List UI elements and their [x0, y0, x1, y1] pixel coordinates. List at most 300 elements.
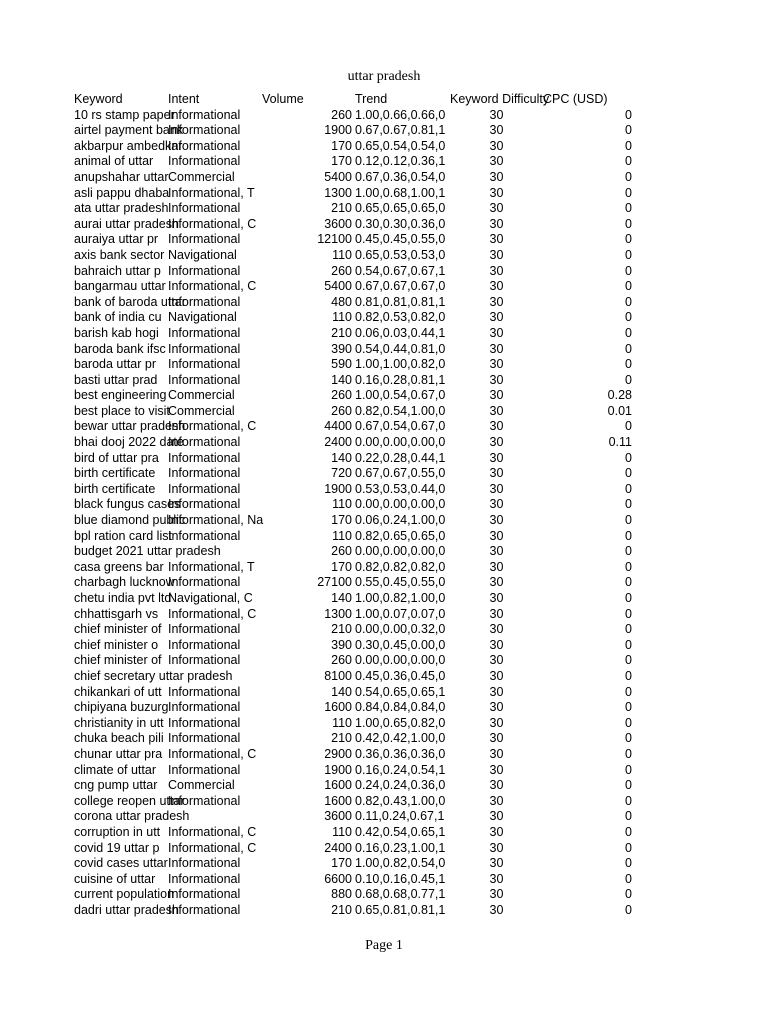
cell-keyword-difficulty: 30 — [489, 653, 504, 668]
cell-cpc: 0 — [625, 700, 632, 715]
cell-volume: 1600 — [324, 778, 352, 793]
cell-keyword: chief minister of — [74, 622, 162, 637]
cell-keyword: black fungus cases — [74, 497, 181, 512]
cell-keyword: aurai uttar pradesh — [74, 216, 179, 231]
cell-volume: 210 — [331, 325, 352, 340]
cell-volume: 110 — [332, 528, 352, 543]
cell-volume: 8100 — [324, 668, 352, 683]
cell-keyword: auraiya uttar pr — [74, 232, 159, 247]
cell-cpc: 0 — [625, 185, 632, 200]
cell-keyword-difficulty: 30 — [489, 279, 504, 294]
cell-keyword-difficulty: 30 — [489, 341, 504, 356]
cell-cpc: 0 — [625, 232, 632, 247]
cell-keyword-difficulty: 30 — [489, 294, 504, 309]
cell-keyword: chunar uttar pra — [74, 746, 163, 761]
cell-intent: Commercial — [168, 403, 235, 418]
cell-keyword: bangarmau uttar — [74, 279, 166, 294]
cell-keyword: basti uttar prad — [74, 372, 158, 387]
cell-keyword-difficulty: 30 — [489, 871, 504, 886]
cell-keyword: christianity in utt — [74, 715, 164, 730]
cell-volume: 27100 — [317, 575, 352, 590]
cell-intent: Informational — [168, 622, 241, 637]
cell-volume: 6600 — [324, 871, 352, 886]
cell-trend: 0.54,0.44,0.81,0 — [355, 341, 446, 356]
cell-keyword: chuka beach pili — [74, 731, 164, 746]
cell-cpc: 0 — [625, 778, 632, 793]
cell-keyword: college reopen uttar — [74, 793, 185, 808]
cell-trend: 0.81,0.81,0.81,1 — [355, 294, 446, 309]
cell-volume: 210 — [331, 622, 352, 637]
cell-cpc: 0 — [625, 372, 632, 387]
cell-trend: 0.45,0.45,0.55,0 — [355, 232, 446, 247]
cell-keyword-difficulty: 30 — [489, 466, 504, 481]
cell-volume: 1900 — [324, 123, 352, 138]
cell-keyword: chipiyana buzurg — [74, 700, 169, 715]
cell-cpc: 0 — [625, 684, 632, 699]
cell-trend: 0.22,0.28,0.44,1 — [355, 450, 446, 465]
cell-intent: Informational, C — [168, 419, 257, 434]
cell-cpc: 0 — [625, 310, 632, 325]
cell-keyword-difficulty: 30 — [489, 684, 504, 699]
cell-cpc: 0.01 — [607, 403, 632, 418]
cell-volume: 720 — [331, 466, 352, 481]
cell-intent: Informational — [168, 481, 241, 496]
cell-intent: Informational — [168, 357, 241, 372]
cell-keyword-difficulty: 30 — [489, 700, 504, 715]
cell-volume: 110 — [332, 497, 352, 512]
cell-trend: 0.42,0.54,0.65,1 — [355, 824, 446, 839]
cell-keyword-difficulty: 30 — [489, 216, 504, 231]
cell-trend: 0.67,0.67,0.81,1 — [355, 123, 446, 138]
cell-volume: 590 — [331, 357, 352, 372]
cell-keyword-difficulty: 30 — [489, 668, 504, 683]
cell-keyword-difficulty: 30 — [489, 154, 504, 169]
cell-cpc: 0 — [625, 169, 632, 184]
cell-trend: 0.36,0.36,0.36,0 — [355, 746, 446, 761]
cell-volume: 2900 — [324, 746, 352, 761]
cell-volume: 260 — [331, 388, 352, 403]
cell-keyword-difficulty: 30 — [489, 169, 504, 184]
cell-keyword-difficulty: 30 — [489, 856, 504, 871]
cell-keyword-difficulty: 30 — [489, 778, 504, 793]
cell-volume: 260 — [331, 107, 352, 122]
cell-cpc: 0 — [625, 591, 632, 605]
cell-keyword-difficulty: 30 — [489, 559, 504, 574]
cell-keyword-difficulty: 30 — [489, 325, 504, 340]
cell-trend: 0.16,0.28,0.81,1 — [355, 372, 446, 387]
cell-volume: 110 — [332, 310, 352, 325]
cell-cpc: 0 — [625, 809, 632, 824]
cell-cpc: 0 — [625, 294, 632, 309]
cell-intent: Navigational, C — [168, 591, 253, 605]
cell-trend: 0.82,0.53,0.82,0 — [355, 310, 446, 325]
cell-intent: Commercial — [168, 388, 235, 403]
cell-cpc: 0 — [625, 325, 632, 340]
cell-trend: 1.00,0.65,0.82,0 — [355, 715, 446, 730]
cell-keyword: bank of india cu — [74, 310, 162, 325]
cell-cpc: 0 — [625, 107, 632, 122]
cell-volume: 260 — [331, 403, 352, 418]
cell-cpc: 0.11 — [608, 435, 632, 450]
cell-trend: 0.24,0.24,0.36,0 — [355, 778, 446, 793]
cell-keyword-difficulty: 30 — [489, 887, 504, 902]
cell-keyword-difficulty: 30 — [489, 247, 504, 262]
cell-volume: 3600 — [324, 809, 352, 824]
cell-trend: 0.16,0.23,1.00,1 — [355, 840, 446, 855]
cell-intent: Informational — [168, 154, 241, 169]
cell-cpc: 0 — [625, 138, 632, 153]
cell-keyword-difficulty: 30 — [489, 902, 504, 917]
cell-cpc: 0 — [625, 513, 632, 528]
cell-keyword: dadri uttar pradesh — [74, 902, 179, 917]
cell-intent: Navigational — [168, 310, 237, 325]
cell-intent: Informational — [168, 497, 241, 512]
cell-volume: 140 — [331, 591, 352, 605]
cell-keyword-difficulty: 30 — [489, 746, 504, 761]
cell-volume: 390 — [331, 341, 352, 356]
cell-intent: Informational, C — [168, 746, 257, 761]
cell-keyword-difficulty: 30 — [489, 528, 504, 543]
cell-intent: Informational, C — [168, 606, 257, 621]
cell-keyword-difficulty: 30 — [489, 715, 504, 730]
cell-cpc: 0 — [625, 247, 632, 262]
cell-keyword: bahraich uttar p — [74, 263, 161, 278]
cell-keyword: charbagh lucknow — [74, 575, 175, 590]
header-trend: Trend — [355, 92, 388, 106]
cell-keyword-difficulty: 30 — [489, 310, 504, 325]
cell-intent: Informational, T — [168, 559, 255, 574]
cell-keyword-difficulty: 30 — [489, 372, 504, 387]
cell-cpc: 0 — [625, 528, 632, 543]
cell-intent: Informational — [168, 637, 241, 652]
cell-intent: Informational — [168, 856, 241, 871]
cell-cpc: 0 — [625, 622, 632, 637]
cell-keyword: axis bank sector — [74, 247, 165, 262]
cell-trend: 0.00,0.00,0.00,0 — [355, 544, 446, 559]
cell-cpc: 0 — [625, 154, 632, 169]
cell-volume: 210 — [331, 902, 352, 917]
header-volume: Volume — [262, 92, 304, 106]
header-keyword: Keyword — [74, 92, 123, 106]
cell-volume: 110 — [332, 715, 352, 730]
cell-volume: 110 — [332, 824, 352, 839]
cell-intent: Informational — [168, 263, 241, 278]
cell-volume: 140 — [331, 372, 352, 387]
cell-intent: Informational, C — [168, 279, 257, 294]
cell-intent: Informational — [168, 731, 241, 746]
cell-keyword: blue diamond public — [74, 513, 186, 528]
cell-intent: Informational — [168, 123, 241, 138]
cell-keyword: asli pappu dhaba — [74, 185, 170, 200]
cell-keyword: best place to visit — [74, 403, 170, 418]
cell-volume: 1900 — [324, 481, 352, 496]
cell-keyword: bpl ration card list — [74, 528, 172, 543]
cell-volume: 260 — [331, 263, 352, 278]
cell-keyword: chief minister of — [74, 653, 162, 668]
cell-cpc: 0 — [625, 216, 632, 231]
cell-cpc: 0 — [625, 793, 632, 808]
cell-cpc: 0 — [625, 746, 632, 761]
cell-trend: 0.82,0.54,1.00,0 — [355, 403, 446, 418]
cell-keyword: best engineering — [74, 388, 167, 403]
cell-keyword: cng pump uttar — [74, 778, 158, 793]
cell-keyword: corona uttar pradesh — [74, 809, 190, 824]
cell-intent: Informational — [168, 528, 241, 543]
cell-volume: 110 — [332, 247, 352, 262]
cell-trend: 0.54,0.65,0.65,1 — [355, 684, 446, 699]
cell-intent: Informational — [168, 575, 241, 590]
cell-keyword: bird of uttar pra — [74, 450, 159, 465]
cell-keyword: baroda uttar pr — [74, 357, 156, 372]
cell-volume: 480 — [331, 294, 352, 309]
cell-volume: 1600 — [324, 793, 352, 808]
cell-trend: 0.84,0.84,0.84,0 — [355, 700, 446, 715]
cell-cpc: 0 — [625, 263, 632, 278]
cell-volume: 390 — [331, 637, 352, 652]
cell-volume: 140 — [331, 450, 352, 465]
cell-cpc: 0 — [625, 481, 632, 496]
cell-keyword: chief secretary uttar pradesh — [74, 668, 233, 683]
cell-keyword: budget 2021 uttar pradesh — [74, 544, 221, 559]
cell-trend: 1.00,1.00,0.82,0 — [355, 357, 446, 372]
cell-intent: Informational — [168, 341, 241, 356]
cell-keyword: covid cases uttar — [74, 856, 168, 871]
cell-trend: 0.00,0.00,0.00,0 — [355, 497, 446, 512]
cell-keyword-difficulty: 30 — [489, 544, 504, 559]
cell-volume: 2400 — [324, 840, 352, 855]
cell-volume: 210 — [331, 731, 352, 746]
cell-intent: Informational — [168, 902, 241, 917]
cell-keyword-difficulty: 30 — [489, 419, 504, 434]
cell-cpc: 0 — [625, 357, 632, 372]
cell-intent: Informational — [168, 466, 241, 481]
cell-cpc: 0 — [625, 840, 632, 855]
cell-keyword-difficulty: 30 — [489, 201, 504, 216]
cell-keyword-difficulty: 30 — [489, 591, 504, 605]
cell-keyword-difficulty: 30 — [489, 575, 504, 590]
cell-cpc: 0 — [625, 824, 632, 839]
cell-volume: 260 — [331, 544, 352, 559]
cell-intent: Informational, C — [168, 824, 257, 839]
cell-cpc: 0 — [625, 201, 632, 216]
cell-intent: Commercial — [168, 169, 235, 184]
cell-cpc: 0 — [625, 123, 632, 138]
cell-keyword-difficulty: 30 — [489, 481, 504, 496]
cell-cpc: 0 — [625, 450, 632, 465]
cell-keyword-difficulty: 30 — [489, 840, 504, 855]
cell-intent: Informational — [168, 372, 241, 387]
cell-keyword: climate of uttar — [74, 762, 156, 777]
cell-trend: 0.11,0.24,0.67,1 — [355, 809, 445, 824]
cell-intent: Informational — [168, 871, 241, 886]
cell-cpc: 0 — [625, 279, 632, 294]
cell-trend: 1.00,0.54,0.67,0 — [355, 388, 446, 403]
cell-intent: Navigational — [168, 247, 237, 262]
cell-keyword: bank of baroda uttar — [74, 294, 186, 309]
cell-trend: 0.00,0.00,0.00,0 — [355, 653, 446, 668]
header-keyword-difficulty: Keyword Difficulty — [450, 92, 550, 106]
cell-trend: 0.67,0.67,0.55,0 — [355, 466, 446, 481]
cell-keyword: birth certificate — [74, 466, 156, 481]
cell-keyword-difficulty: 30 — [489, 435, 504, 450]
cell-keyword-difficulty: 30 — [489, 809, 504, 824]
cell-volume: 5400 — [324, 169, 352, 184]
cell-trend: 0.45,0.36,0.45,0 — [355, 668, 446, 683]
cell-keyword-difficulty: 30 — [489, 450, 504, 465]
cell-volume: 170 — [331, 856, 352, 871]
cell-trend: 0.16,0.24,0.54,1 — [355, 762, 446, 777]
cell-trend: 0.06,0.24,1.00,0 — [355, 513, 446, 528]
cell-volume: 170 — [331, 559, 352, 574]
cell-trend: 0.67,0.54,0.67,0 — [355, 419, 446, 434]
cell-keyword: chikankari of utt — [74, 684, 162, 699]
cell-keyword: barish kab hogi — [74, 325, 159, 340]
cell-keyword: bewar uttar pradesh — [74, 419, 186, 434]
cell-trend: 1.00,0.07,0.07,0 — [355, 606, 446, 621]
cell-intent: Informational — [168, 715, 241, 730]
cell-trend: 1.00,0.68,1.00,1 — [355, 185, 446, 200]
cell-cpc: 0 — [625, 575, 632, 590]
cell-keyword-difficulty: 30 — [489, 232, 504, 247]
cell-volume: 1300 — [324, 185, 352, 200]
cell-keyword-difficulty: 30 — [489, 622, 504, 637]
cell-volume: 210 — [331, 201, 352, 216]
cell-cpc: 0 — [625, 856, 632, 871]
cell-keyword-difficulty: 30 — [489, 497, 504, 512]
cell-volume: 5400 — [324, 279, 352, 294]
cell-keyword: bhai dooj 2022 date — [74, 435, 184, 450]
cell-volume: 880 — [331, 887, 352, 902]
cell-keyword: anupshahar uttar — [74, 169, 169, 184]
cell-keyword-difficulty: 30 — [489, 185, 504, 200]
cell-trend: 1.00,0.82,0.54,0 — [355, 856, 446, 871]
cell-trend: 1.00,0.66,0.66,0 — [355, 107, 446, 122]
cell-keyword-difficulty: 30 — [489, 388, 504, 403]
cell-intent: Informational, C — [168, 216, 257, 231]
cell-intent: Informational — [168, 793, 241, 808]
cell-cpc: 0 — [625, 762, 632, 777]
cell-intent: Informational — [168, 107, 241, 122]
cell-keyword: baroda bank ifsc — [74, 341, 166, 356]
cell-volume: 170 — [331, 154, 352, 169]
cell-trend: 0.42,0.42,1.00,0 — [355, 731, 446, 746]
cell-cpc: 0 — [625, 637, 632, 652]
cell-keyword-difficulty: 30 — [489, 606, 504, 621]
cell-trend: 0.55,0.45,0.55,0 — [355, 575, 446, 590]
cell-intent: Informational, Na — [168, 513, 264, 528]
header-intent: Intent — [168, 92, 200, 106]
cell-volume: 170 — [331, 138, 352, 153]
cell-trend: 0.30,0.30,0.36,0 — [355, 216, 446, 231]
cell-keyword-difficulty: 30 — [489, 138, 504, 153]
cell-cpc: 0 — [625, 668, 632, 683]
cell-keyword: covid 19 uttar p — [74, 840, 160, 855]
cell-cpc: 0 — [625, 419, 632, 434]
cell-volume: 1300 — [324, 606, 352, 621]
cell-keyword-difficulty: 30 — [489, 403, 504, 418]
cell-cpc: 0 — [625, 497, 632, 512]
cell-intent: Informational — [168, 232, 241, 247]
cell-cpc: 0 — [625, 544, 632, 559]
cell-cpc: 0 — [625, 466, 632, 481]
cell-trend: 0.06,0.03,0.44,1 — [355, 325, 446, 340]
cell-intent: Informational — [168, 294, 241, 309]
cell-intent: Informational, T — [168, 185, 255, 200]
cell-keyword: airtel payment bank — [74, 123, 184, 138]
cell-volume: 260 — [331, 653, 352, 668]
cell-keyword: cuisine of uttar — [74, 871, 156, 886]
cell-volume: 140 — [331, 684, 352, 699]
cell-trend: 0.00,0.00,0.00,0 — [355, 435, 446, 450]
cell-intent: Informational — [168, 450, 241, 465]
header-cpc: CPC (USD) — [543, 92, 608, 106]
cell-cpc: 0 — [625, 606, 632, 621]
cell-keyword-difficulty: 30 — [489, 513, 504, 528]
cell-keyword: chief minister o — [74, 637, 159, 652]
cell-cpc: 0.28 — [607, 388, 632, 403]
cell-volume: 3600 — [324, 216, 352, 231]
cell-volume: 1900 — [324, 762, 352, 777]
cell-intent: Informational, C — [168, 840, 257, 855]
cell-volume: 1600 — [324, 700, 352, 715]
cell-cpc: 0 — [625, 559, 632, 574]
cell-volume: 2400 — [324, 435, 352, 450]
cell-keyword-difficulty: 30 — [489, 637, 504, 652]
cell-trend: 0.65,0.65,0.65,0 — [355, 201, 446, 216]
cell-keyword-difficulty: 30 — [489, 107, 504, 122]
cell-trend: 0.65,0.53,0.53,0 — [355, 247, 446, 262]
cell-keyword-difficulty: 30 — [489, 123, 504, 138]
cell-cpc: 0 — [625, 887, 632, 902]
cell-keyword: current population — [74, 887, 175, 902]
cell-volume: 170 — [331, 513, 352, 528]
cell-keyword-difficulty: 30 — [489, 762, 504, 777]
page-number: Page 1 — [365, 938, 403, 953]
cell-intent: Informational — [168, 887, 241, 902]
cell-volume: 4400 — [324, 419, 352, 434]
cell-cpc: 0 — [625, 341, 632, 356]
cell-keyword: chetu india pvt ltd — [74, 591, 172, 605]
cell-trend: 0.10,0.16,0.45,1 — [355, 871, 446, 886]
cell-intent: Informational — [168, 201, 241, 216]
cell-keyword: chhattisgarh vs — [74, 606, 159, 621]
cell-keyword: birth certificate — [74, 481, 156, 496]
cell-keyword: akbarpur ambedkar — [74, 138, 183, 153]
cell-trend: 0.12,0.12,0.36,1 — [355, 154, 446, 169]
cell-trend: 0.65,0.54,0.54,0 — [355, 138, 446, 153]
cell-keyword-difficulty: 30 — [489, 731, 504, 746]
cell-keyword: animal of uttar — [74, 154, 154, 169]
cell-trend: 0.82,0.65,0.65,0 — [355, 528, 446, 543]
cell-intent: Informational — [168, 138, 241, 153]
cell-trend: 0.68,0.68,0.77,1 — [355, 887, 446, 902]
cell-cpc: 0 — [625, 653, 632, 668]
cell-keyword-difficulty: 30 — [489, 824, 504, 839]
cell-trend: 0.67,0.36,0.54,0 — [355, 169, 446, 184]
cell-trend: 0.54,0.67,0.67,1 — [355, 263, 446, 278]
cell-cpc: 0 — [625, 871, 632, 886]
cell-intent: Informational — [168, 700, 241, 715]
cell-intent: Informational — [168, 653, 241, 668]
cell-cpc: 0 — [625, 715, 632, 730]
cell-trend: 0.82,0.82,0.82,0 — [355, 559, 446, 574]
cell-intent: Informational — [168, 435, 241, 450]
cell-keyword-difficulty: 30 — [489, 793, 504, 808]
cell-keyword: casa greens bar — [74, 559, 164, 574]
cell-trend: 0.67,0.67,0.67,0 — [355, 279, 446, 294]
cell-keyword-difficulty: 30 — [489, 263, 504, 278]
cell-trend: 0.65,0.81,0.81,1 — [355, 902, 446, 917]
